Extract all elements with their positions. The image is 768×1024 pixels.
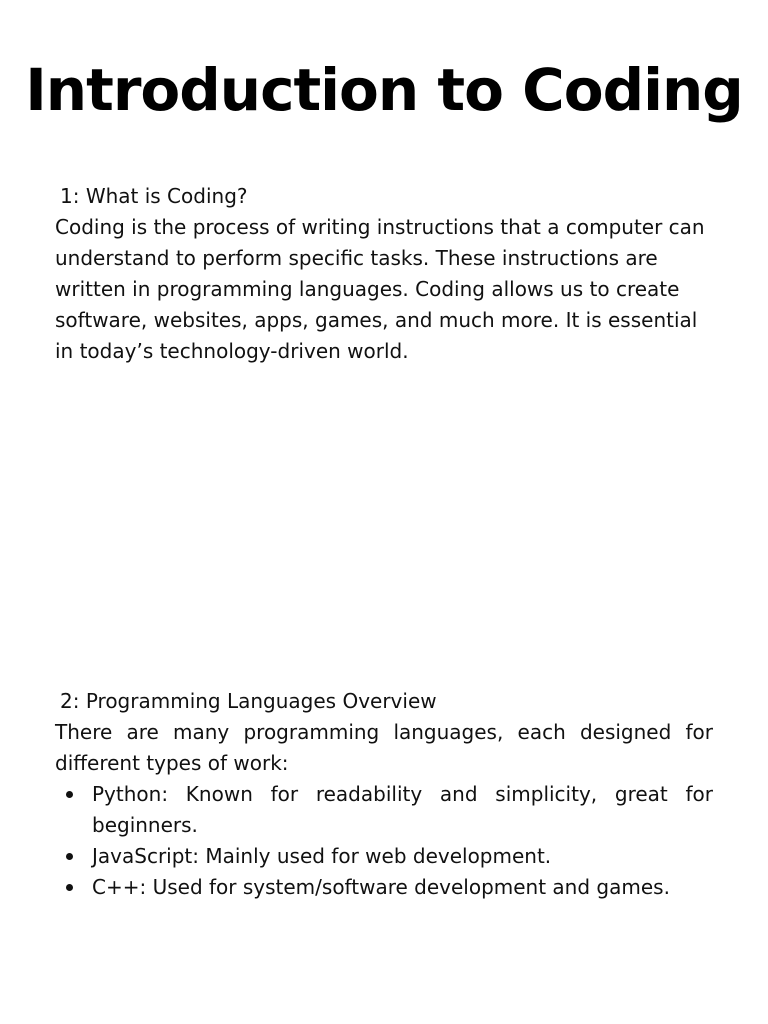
- section-heading: 1: What is Coding?: [60, 184, 248, 208]
- section-paragraph: Coding is the process of writing instructions that a computer can understand to perform specific tasks. These instructions are written in programming languages. Coding allows us to create software, websites, apps, games, and much more. It is essential in today’s technology-driven world.: [55, 215, 705, 363]
- list-item-text: Python: Known for readability and simplicity, great for beginners.: [92, 782, 713, 837]
- section-what-is-coding: [55, 181, 713, 367]
- section-paragraph: There are many programming languages, each designed for different types of work:: [55, 720, 713, 775]
- list-item: [55, 841, 713, 872]
- bullet-icon: [66, 853, 73, 860]
- list-item: [55, 779, 713, 841]
- section-programming-languages: [55, 686, 713, 903]
- bullet-icon: [66, 884, 73, 891]
- bullet-icon: [66, 791, 73, 798]
- language-list: [55, 779, 713, 903]
- page-title: Introduction to Coding: [25, 56, 743, 124]
- list-item-text: JavaScript: Mainly used for web development.: [92, 844, 552, 868]
- section-heading: 2: Programming Languages Overview: [60, 689, 437, 713]
- list-item: [55, 872, 713, 903]
- list-item-text: C++: Used for system/software development and games.: [92, 875, 670, 899]
